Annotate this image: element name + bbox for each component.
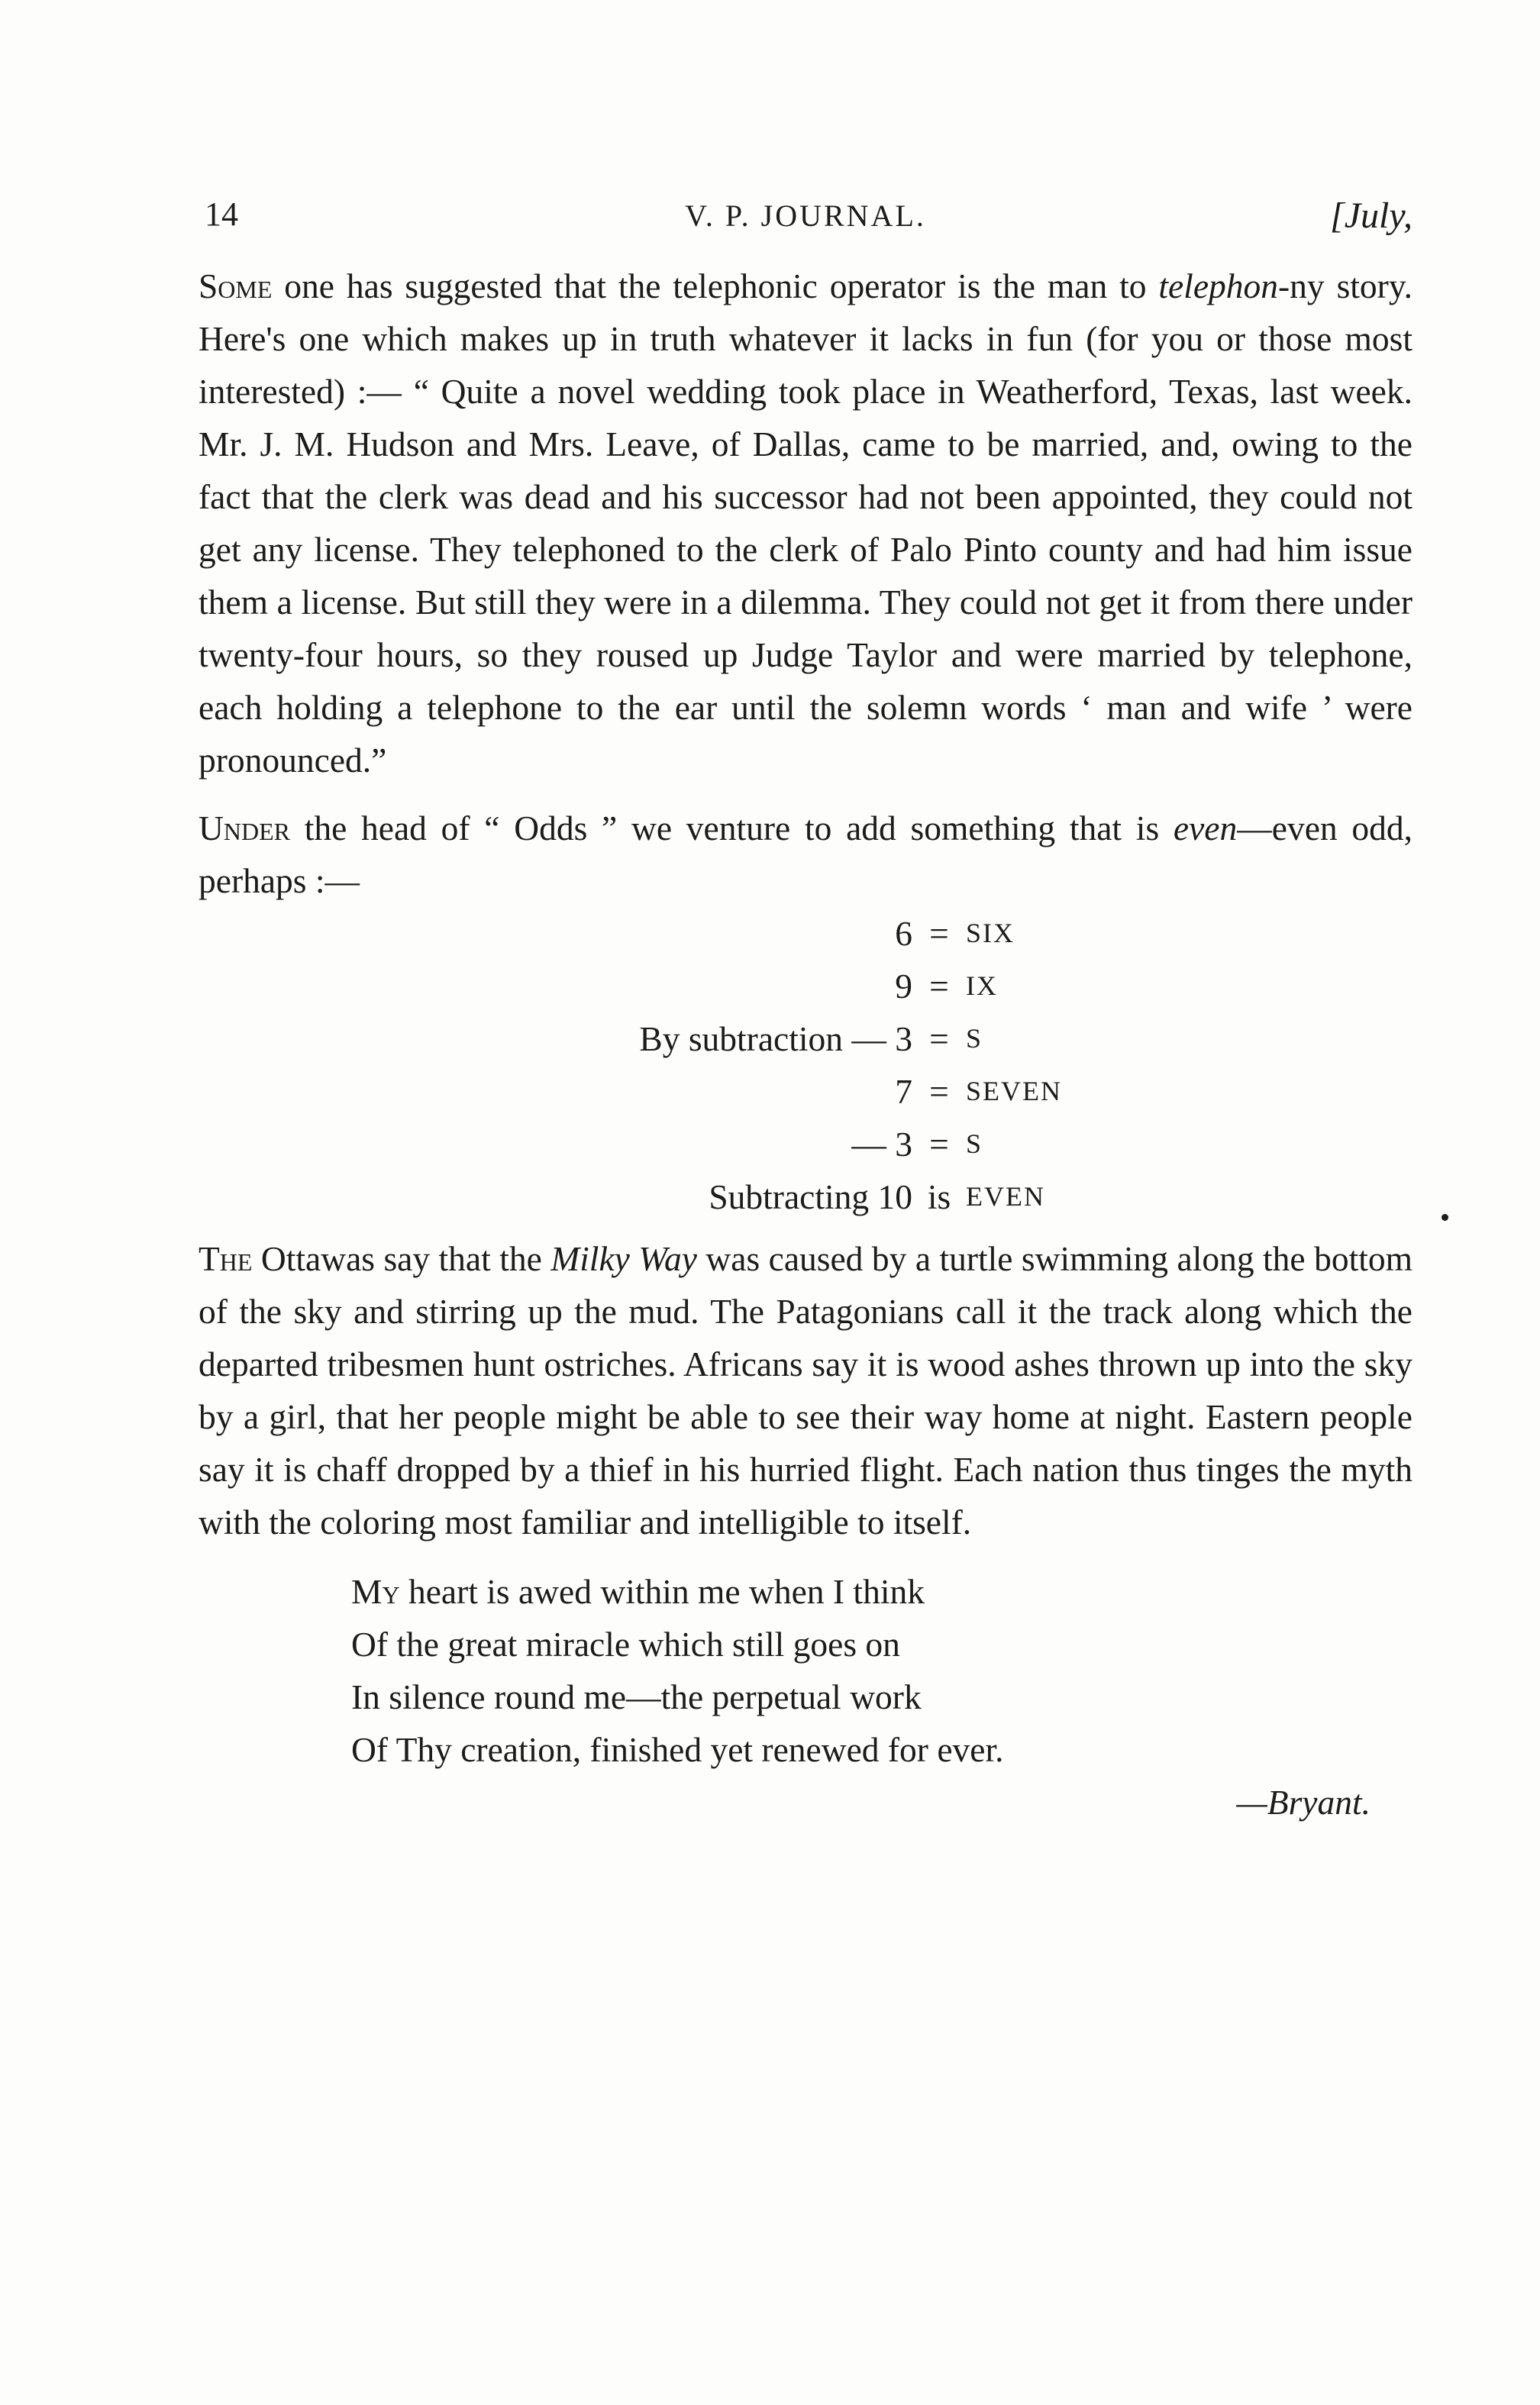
equation-left: 7 bbox=[895, 1072, 912, 1111]
paragraph-text: one has suggested that the telephonic operator is the man to bbox=[272, 266, 1159, 305]
equation-right: SEVEN bbox=[966, 1076, 1062, 1106]
lead-word: My bbox=[351, 1572, 400, 1611]
equation-right: SIX bbox=[966, 918, 1015, 948]
poem-line bbox=[351, 1565, 1412, 1618]
poem-line: Of the great miracle which still goes on bbox=[351, 1625, 900, 1664]
milky-way-paragraph bbox=[199, 1232, 1412, 1548]
equation-right: EVEN bbox=[966, 1181, 1045, 1212]
equation-row bbox=[199, 960, 1412, 1012]
equation-right: S bbox=[966, 1128, 983, 1159]
lead-word: Under bbox=[199, 809, 290, 847]
page-number: 14 bbox=[205, 195, 238, 233]
equation-left: 9 bbox=[895, 967, 912, 1006]
equation-operator: = bbox=[929, 1019, 949, 1058]
odds-paragraph bbox=[199, 802, 1412, 907]
paragraph-text: was caused by a turtle swimming along the bottom of the sky and stirring up the mud. The Patagonians call it the track along which the departed tribesmen hunt ostriches. Africans say it is wood ashes thrown up into the sky by a girl, that her people might be able to see their way home at night. Eastern people say it is chaff dropped by a thief in his hurried flight. Each nation thus tinges the myth with the coloring most familiar and intelligible to itself. bbox=[199, 1239, 1412, 1541]
equation-row bbox=[199, 1170, 1412, 1223]
equation-operator: = bbox=[929, 967, 949, 1006]
equation-row bbox=[199, 1065, 1412, 1118]
equation-operator: = bbox=[929, 1125, 949, 1164]
paragraph-text: Ottawas say that the bbox=[252, 1239, 551, 1278]
paragraph-text: the head of “ Odds ” we venture to add something that is bbox=[289, 809, 1174, 847]
equation-right: S bbox=[966, 1023, 983, 1054]
equation-left: 6 bbox=[895, 914, 912, 953]
equation-left: By subtraction — 3 bbox=[639, 1019, 912, 1058]
month-label: [July, bbox=[1330, 195, 1412, 236]
equation-row bbox=[199, 1012, 1412, 1065]
equation-right: IX bbox=[966, 970, 998, 1001]
equation-row bbox=[199, 907, 1412, 960]
equation-operator: = bbox=[929, 914, 949, 953]
equation-operator: is bbox=[927, 1177, 951, 1216]
poem-line: Of Thy creation, finished yet renewed for ever. bbox=[351, 1730, 1004, 1769]
italic-phrase: Milky Way bbox=[550, 1239, 697, 1278]
poem-quote bbox=[199, 1565, 1412, 1776]
running-title: V. P. JOURNAL. bbox=[685, 199, 926, 233]
poem-line: In silence round me—the perpetual work bbox=[351, 1677, 922, 1716]
odds-equations bbox=[199, 907, 1412, 1223]
ink-speck bbox=[1442, 1214, 1448, 1221]
poem-attribution: —Bryant. bbox=[1236, 1783, 1371, 1822]
equation-row bbox=[199, 1118, 1412, 1170]
italic-word: even bbox=[1173, 809, 1238, 847]
paragraph-text: -ny story. Here's one which makes up in truth whatever it lacks in fun (for you or those most interested) :— “ Quite a novel wedding took place in Weatherford, Texas, last week. Mr. J. M. Hudson and Mrs. Leave, of Dallas, came to be married, and, owing to the fact that the clerk was dead and his successor had not been appointed, they could not get any license. They telephoned to the clerk of Palo Pinto county and had him issue them a license. But still they were in a dilemma. They could not get it from there under twenty-four hours, so they roused up Judge Taylor and were married by telephone, each holding a telephone to the ear until the solemn words ‘ man and wife ’ were pronounced.” bbox=[199, 266, 1412, 780]
lead-word: Some bbox=[199, 266, 273, 305]
italic-word: telephon bbox=[1158, 266, 1279, 305]
paragraph-text: —even odd, perhaps :— bbox=[199, 809, 1413, 900]
equation-operator: = bbox=[929, 1072, 949, 1111]
page-header bbox=[199, 195, 1412, 248]
telephone-wedding-paragraph bbox=[199, 260, 1412, 786]
equation-left: Subtracting 10 bbox=[709, 1177, 912, 1216]
equation-left: — 3 bbox=[851, 1125, 912, 1164]
poem-line-text: heart is awed within me when I think bbox=[399, 1572, 925, 1611]
lead-word: The bbox=[199, 1239, 253, 1278]
journal-page bbox=[199, 195, 1412, 1829]
